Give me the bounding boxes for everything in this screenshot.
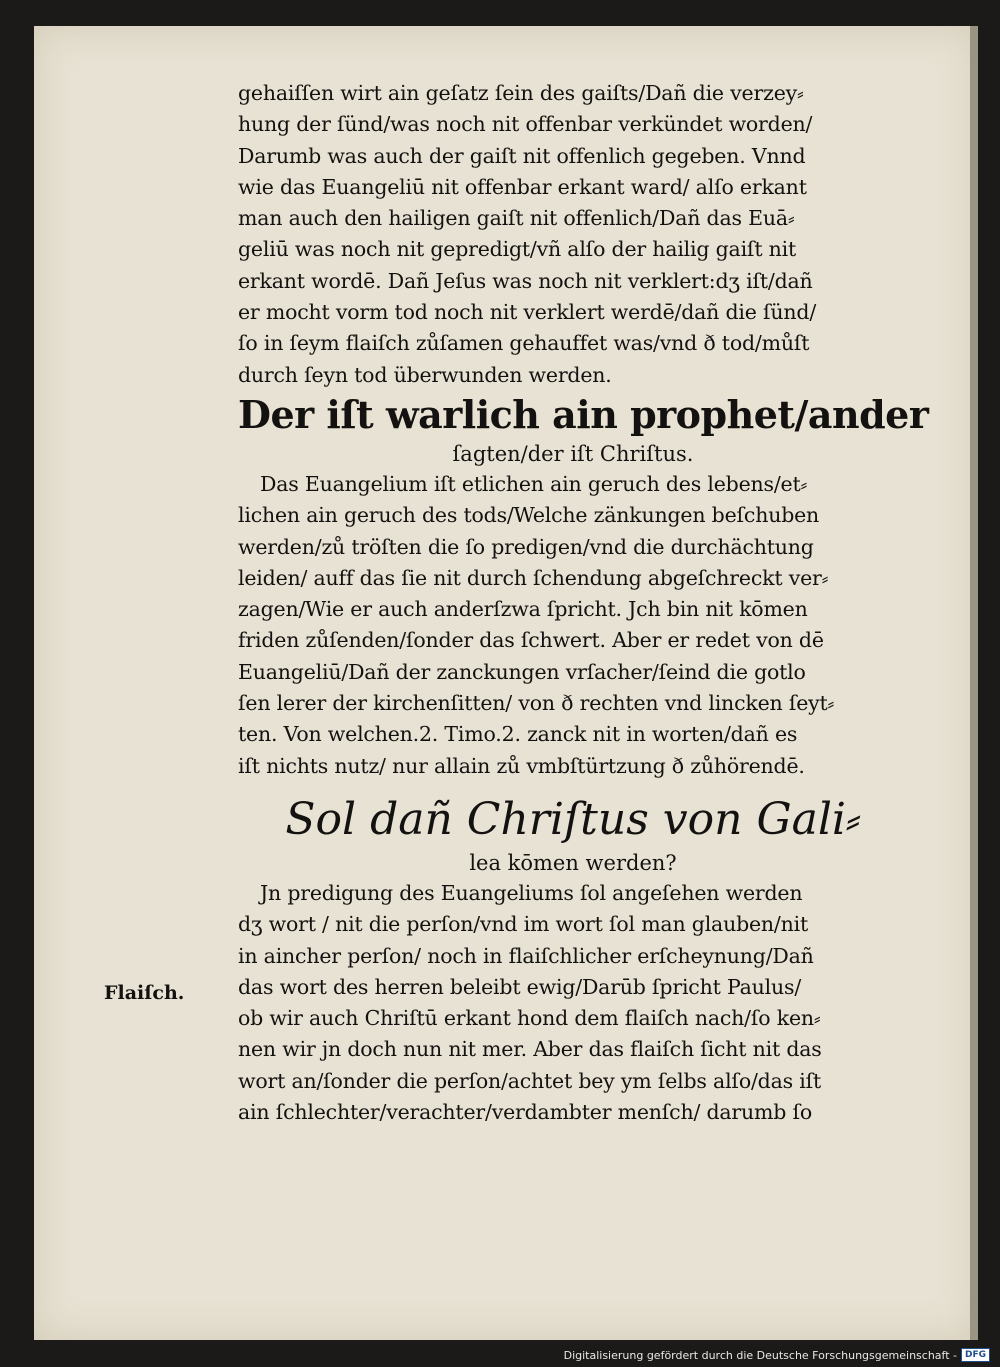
text-line: wie das Euangeliū nit offenbar erkant ward/ alſo erkant <box>238 174 807 199</box>
paragraph-1 <box>238 78 908 391</box>
text-line: iſt nichts nutz/ nur allain zů vmbſtürtzung ð zůhörendē. <box>238 753 805 778</box>
text-line: dʒ wort / nit die perſon/vnd im wort ſol man glauben/nit <box>238 912 809 937</box>
text-line: zagen/Wie er auch anderſzwa ſpricht. Jch bin nit kōmen <box>238 597 808 622</box>
paragraph-3 <box>238 878 908 1128</box>
footer-credit <box>564 1348 990 1362</box>
text-line: hung der ſünd/was noch nit offenbar verkündet worden/ <box>238 112 813 137</box>
section-heading-1: Der iſt warlich ain prophet/ander <box>238 391 929 437</box>
text-line: Darumb was auch der gaiſt nit offenlich gegeben. Vnnd <box>238 143 806 168</box>
text-line: wort an/ſonder die perſon/achtet bey ym ſelbs alſo/das iſt <box>238 1068 822 1093</box>
text-line: lichen ain geruch des tods/Welche zänkungen beſchuben <box>238 503 820 528</box>
section-heading-1-sub: ſagten/der iſt Chriſtus. <box>452 441 694 466</box>
footer-text: Digitalisierung gefördert durch die Deutsche Forschungsgemeinschaft - <box>563 1348 957 1362</box>
text-line: ob wir auch Chriſtū erkant hond dem flaiſch nach/ſo ken⸗ <box>238 1006 821 1031</box>
text-line: in aincher perſon/ noch in flaiſchlicher erſcheynung/Dañ <box>238 943 814 968</box>
text-line: ten. Von welchen.2. Timo.2. zanck nit in worten/dañ es <box>238 722 798 747</box>
margin-note: Flaiſch. <box>104 982 185 1004</box>
text-line: friden zůſenden/ſonder das ſchwert. Aber er redet von dē <box>238 628 824 653</box>
text-line: das wort des herren beleibt ewig/Darūb ſpricht Paulus/ <box>238 974 802 999</box>
text-line: gehaiſſen wirt ain geſatz ſein des gaiſts/Dañ die verzey⸗ <box>238 81 804 105</box>
text-line: ain ſchlechter/verachter/verdambter menſch/ darumb ſo <box>238 1100 813 1125</box>
text-line: durch ſeyn tod überwunden werden. <box>238 362 612 387</box>
dfg-logo-icon: DFG <box>961 1348 990 1362</box>
text-line: werden/zů tröſten die ſo predigen/vnd die durchächtung <box>238 534 814 559</box>
paragraph-2 <box>238 469 908 782</box>
text-line: Jn predigung des Euangeliums ſol angeſehen werden <box>260 880 803 905</box>
text-line: geliū was noch nit gepredigt/vñ alſo der hailig gaiſt nit <box>238 237 797 262</box>
section-heading-2-sub: lea kōmen werden? <box>469 850 677 875</box>
text-line: er mocht vorm tod noch nit verklert werdē/dañ die ſünd/ <box>238 300 817 325</box>
text-line: Das Euangelium iſt etlichen ain geruch des lebens/et⸗ <box>260 471 808 496</box>
text-line: ſo in ſeym flaiſch zůſamen gehauffet was/vnd ð tod/můſt <box>238 331 810 356</box>
page-edge <box>970 26 978 1340</box>
text-line: Euangeliū/Dañ der zanckungen vrſacher/ſeind die gotlo <box>238 659 806 684</box>
text-line: nen wir jn doch nun nit mer. Aber das flaiſch ſicht nit das <box>238 1037 822 1062</box>
text-line: man auch den hailigen gaiſt nit offenlich/Dañ das Euā⸗ <box>238 206 795 231</box>
text-line: erkant wordē. Dañ Jeſus was noch nit verklert:dʒ iſt/dañ <box>238 268 813 293</box>
page-text <box>238 78 929 1128</box>
section-heading-2: Sol dañ Chriſtus von Gali⸗ <box>285 793 861 845</box>
text-line: ſen lerer der kirchenſitten/ von ð rechten vnd lincken ſeyt⸗ <box>238 691 835 716</box>
text-line: leiden/ auff das ſie nit durch ſchendung abgeſchreckt ver⸗ <box>238 565 829 590</box>
